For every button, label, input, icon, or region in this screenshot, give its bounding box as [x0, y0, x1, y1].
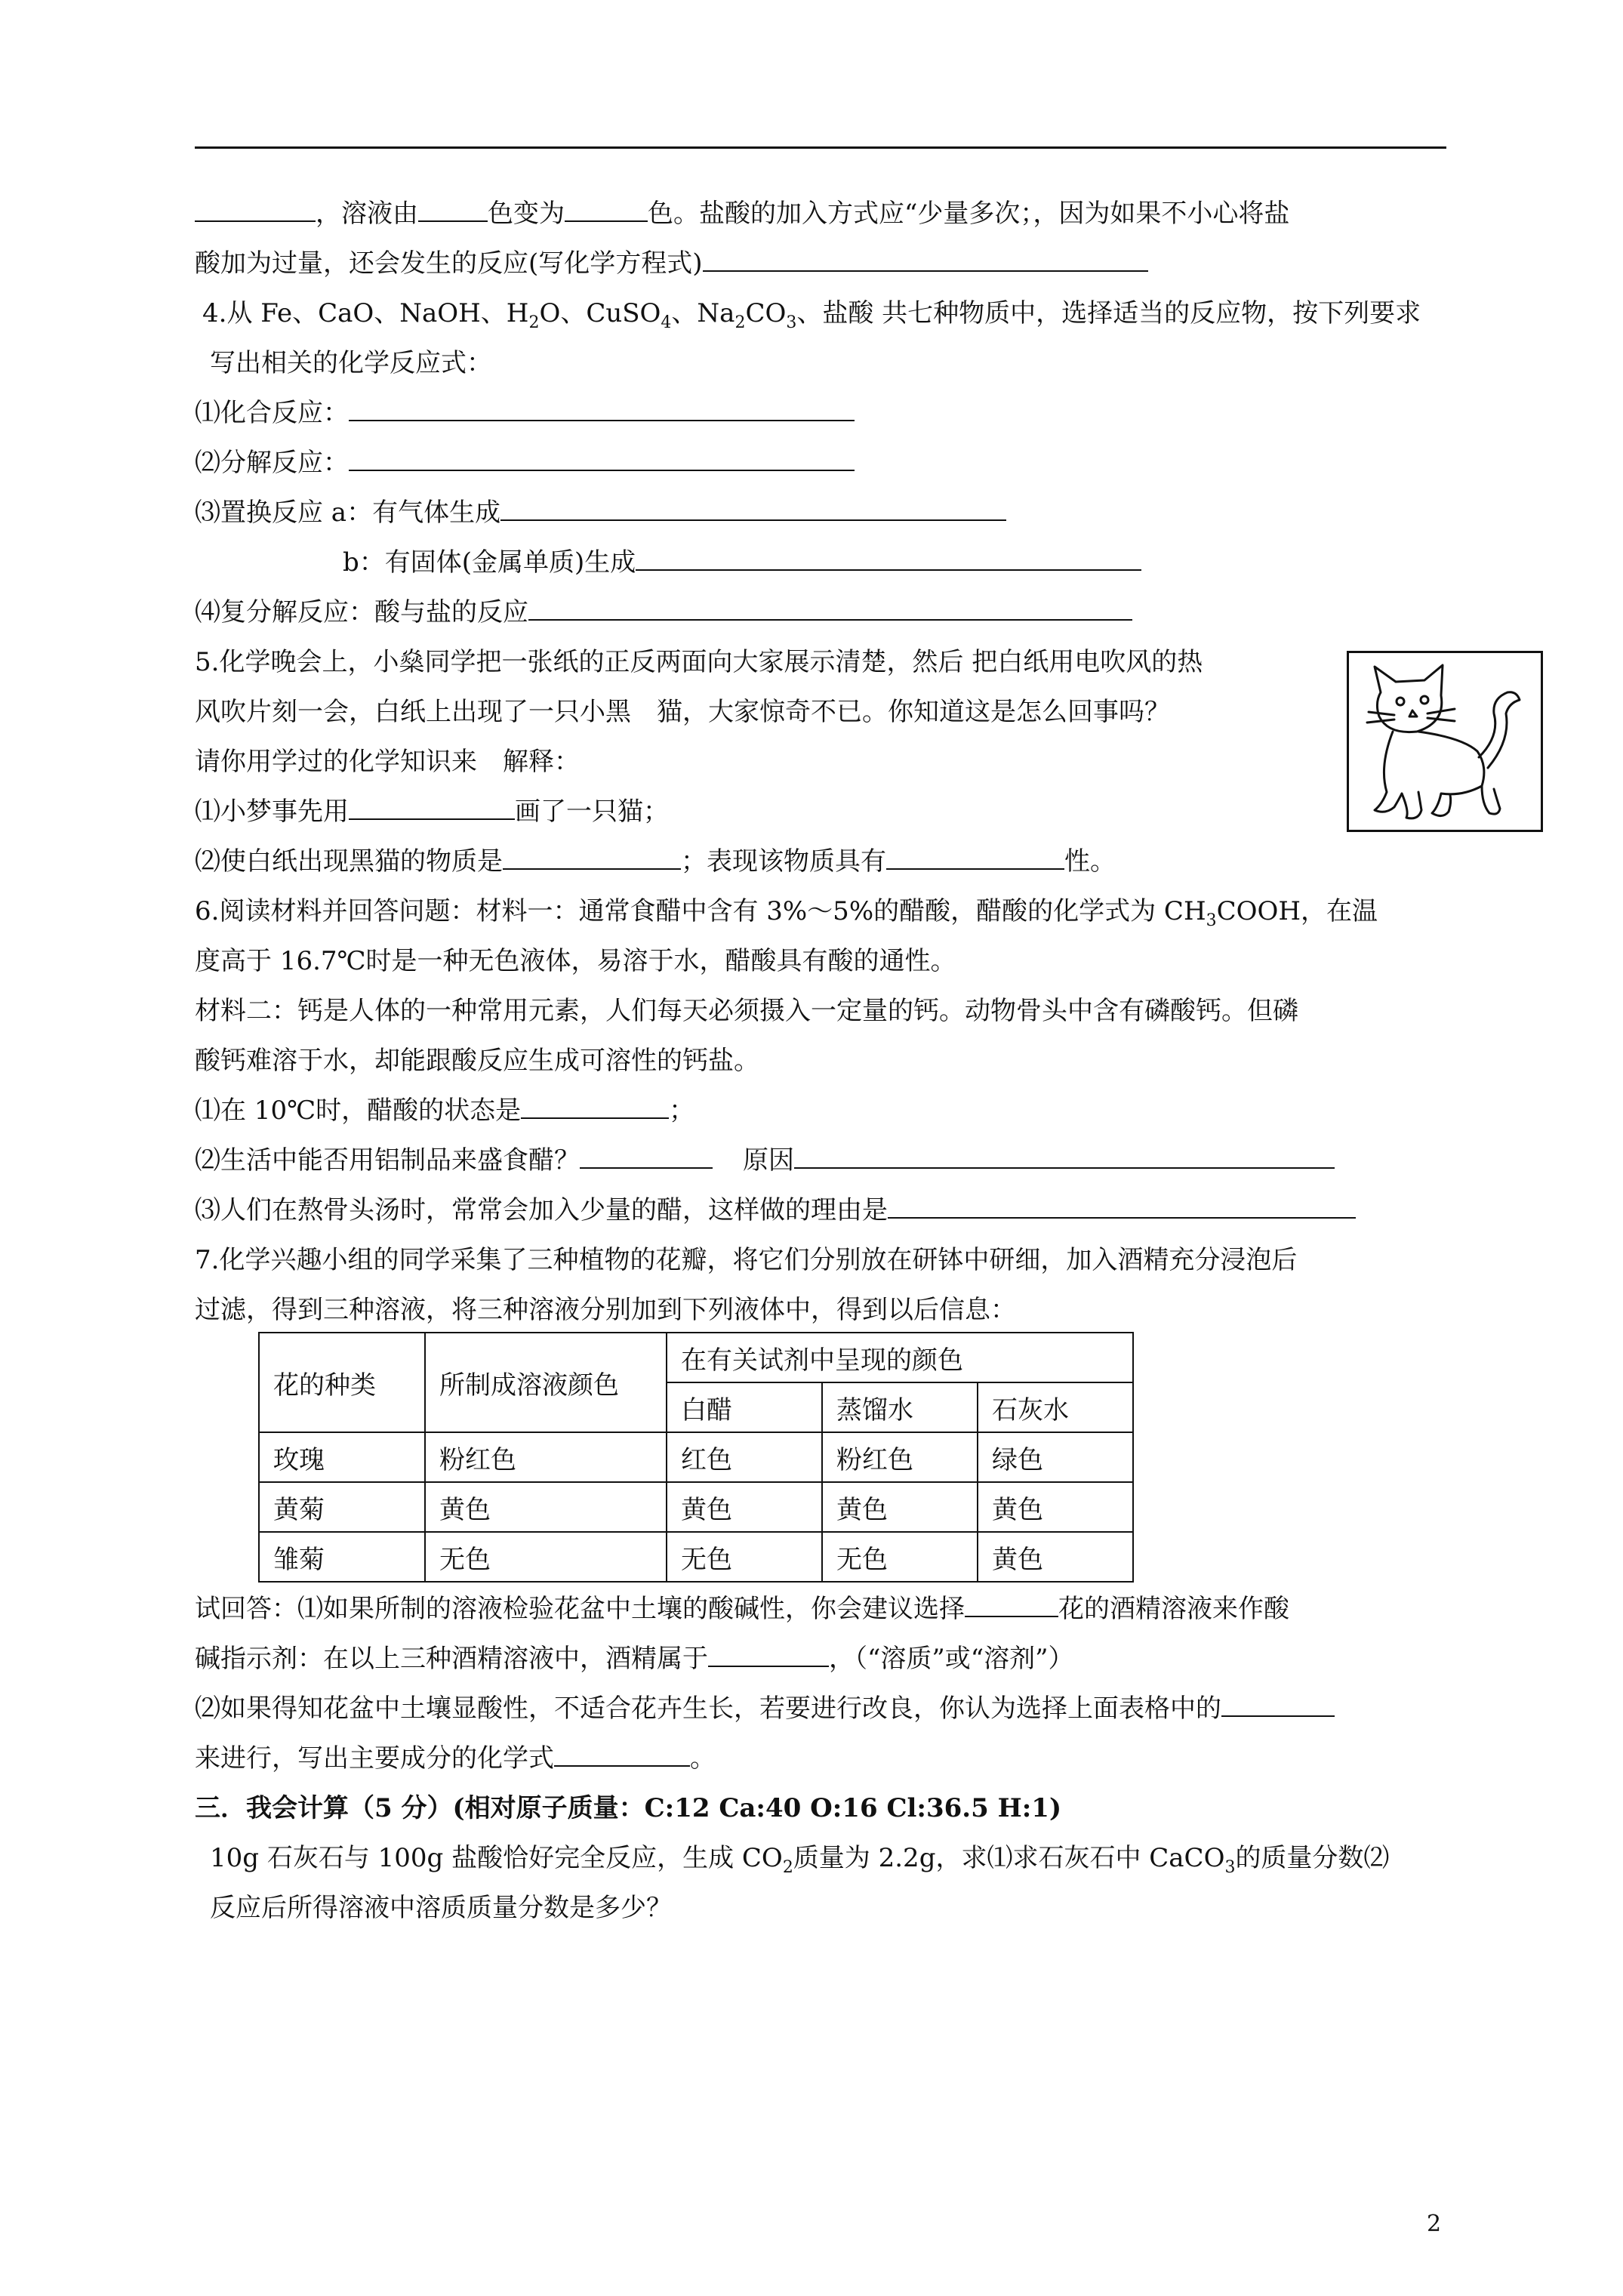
text: 色变为 [488, 199, 565, 229]
table-header-cell: 在有关试剂中呈现的颜色 [667, 1333, 1133, 1382]
q6-2 [195, 1136, 1448, 1185]
text: 请你用学过的化学知识来 解释： [195, 747, 580, 777]
q5-2 [195, 837, 1448, 886]
table-row [259, 1532, 1133, 1582]
answer-blank[interactable] [636, 541, 1141, 571]
table-cell: 绿色 [978, 1432, 1133, 1482]
table-header-row [259, 1333, 1133, 1382]
text: 10g 石灰石与 100g 盐酸恰好完全反应，生成 CO [210, 1843, 783, 1873]
q4-stem [195, 288, 1448, 338]
table-cell: 红色 [667, 1432, 822, 1482]
q4-stem-2 [195, 338, 1448, 388]
text: ⑴在 10℃时，醋酸的状态是 [195, 1096, 522, 1126]
text: 来进行，写出主要成分的化学式 [195, 1743, 554, 1774]
text: ；表现该物质具有 [681, 846, 886, 877]
subscript: 2 [782, 1857, 793, 1877]
table-cell: 黄色 [822, 1482, 978, 1532]
answer-blank[interactable] [349, 391, 855, 421]
table-cell: 无色 [425, 1532, 667, 1582]
q4-3a [195, 488, 1448, 538]
q5-stem-1 [195, 637, 1448, 687]
text: ，溶液由 [316, 199, 418, 229]
page-number: 2 [1427, 2211, 1442, 2237]
answer-blank[interactable] [418, 192, 488, 222]
text: ⑴小梦事先用 [195, 797, 349, 827]
text: 三．我会计算（5 分）(相对原子质量：C:12 Ca:40 O:16 Cl:36.5 H:1) [195, 1793, 1062, 1823]
answer-blank[interactable] [794, 1139, 1335, 1169]
subscript: 2 [528, 313, 540, 332]
answer-blank[interactable] [521, 1089, 669, 1119]
worksheet-body [195, 189, 1448, 1933]
answer-blank[interactable] [703, 242, 1148, 272]
text: 7.化学兴趣小组的同学采集了三种植物的花瓣，将它们分别放在研钵中研细，加入酒精充分浸泡后 [195, 1245, 1298, 1275]
table-row [259, 1432, 1133, 1482]
table-cell: 黄色 [978, 1532, 1133, 1582]
q6-3 [195, 1185, 1448, 1235]
calc-stem-1 [195, 1833, 1448, 1883]
table-cell: 粉红色 [822, 1432, 978, 1482]
answer-blank[interactable] [503, 840, 681, 870]
subscript: 3 [1206, 911, 1217, 930]
answer-blank[interactable] [965, 1587, 1058, 1617]
table-cell: 无色 [822, 1532, 978, 1582]
text: b：有固体(金属单质)生成 [343, 547, 636, 578]
line-q3-cont-1 [195, 189, 1448, 239]
q7-stem-2 [195, 1285, 1448, 1335]
answer-blank[interactable] [886, 840, 1064, 870]
answer-blank[interactable] [195, 192, 316, 222]
text: 花的酒精溶液来作酸 [1058, 1594, 1289, 1624]
table-cell: 雏菊 [259, 1532, 425, 1582]
table-header-cell: 白醋 [667, 1382, 822, 1432]
q7-answer-3 [195, 1684, 1448, 1734]
table-header-cell: 蒸馏水 [822, 1382, 978, 1432]
text: 原因 [743, 1145, 794, 1176]
text: 、盐酸 共七种物质中，选择适当的反应物，按下列要求 [796, 298, 1421, 328]
answer-blank[interactable] [1221, 1687, 1335, 1717]
table-cell: 黄菊 [259, 1482, 425, 1532]
subscript: 3 [1224, 1857, 1236, 1877]
text: 风吹片刻一会，白纸上出现了一只小黑 猫，大家惊奇不已。你知道这是怎么回事吗？ [195, 697, 1170, 727]
text: ⑶置换反应 a：有气体生成 [195, 498, 501, 528]
text: 写出相关的化学反应式： [210, 348, 492, 378]
q7-answer-1 [195, 1584, 1448, 1634]
text: ⑵使白纸出现黑猫的物质是 [195, 846, 503, 877]
answer-blank[interactable] [565, 192, 648, 222]
text: 过滤，得到三种溶液，将三种溶液分别加到下列液体中，得到以后信息： [195, 1295, 1016, 1325]
table-cell: 无色 [667, 1532, 822, 1582]
q7-answer-2 [195, 1634, 1448, 1684]
flower-color-table [258, 1332, 1134, 1583]
table-cell: 黄色 [667, 1482, 822, 1532]
q6-1 [195, 1086, 1448, 1136]
text: 的质量分数⑵ [1235, 1843, 1390, 1873]
table-cell: 玫瑰 [259, 1432, 425, 1482]
line-q3-cont-2 [195, 239, 1448, 288]
text: 反应后所得溶液中溶质质量分数是多少？ [210, 1893, 672, 1923]
text: 。 [690, 1743, 716, 1774]
text: 材料二：钙是人体的一种常用元素，人们每天必须摄入一定量的钙。动物骨头中含有磷酸钙。但磷 [195, 996, 1298, 1026]
table-cell: 黄色 [978, 1482, 1133, 1532]
table-cell: 黄色 [425, 1482, 667, 1532]
table-cell: 粉红色 [425, 1432, 667, 1482]
text: ⑵生活中能否用铝制品来盛食醋？ [195, 1145, 580, 1176]
text: 酸钙难溶于水，却能跟酸反应生成可溶性的钙盐。 [195, 1046, 759, 1076]
subscript: 2 [735, 313, 746, 332]
text: 度高于 16.7℃时是一种无色液体，易溶于水，醋酸具有酸的通性。 [195, 946, 956, 976]
answer-blank[interactable] [708, 1637, 829, 1667]
text: ⑵分解反应： [195, 448, 349, 478]
answer-blank[interactable] [349, 790, 515, 820]
text: 5.化学晚会上，小燊同学把一张纸的正反两面向大家展示清楚，然后 把白纸用电吹风的热 [195, 647, 1203, 677]
text: ⑷复分解反应：酸与盐的反应 [195, 597, 528, 627]
text: ； [669, 1096, 695, 1126]
text: 试回答：⑴如果所制的溶液检验花盆中土壤的酸碱性，你会建议选择 [195, 1594, 965, 1624]
text: 、Na [671, 298, 735, 328]
q4-1 [195, 388, 1448, 438]
section-3-heading [195, 1783, 1448, 1833]
header-rule [195, 146, 1446, 149]
q5-1 [195, 787, 1448, 837]
text: 画了一只猫； [515, 797, 669, 827]
text: 碱指示剂：在以上三种酒精溶液中，酒精属于 [195, 1644, 708, 1674]
q6-stem-3 [195, 986, 1448, 1036]
text: 4.从 Fe、CaO、NaOH、H [202, 298, 529, 328]
text: 6.阅读材料并回答问题：材料一：通常食醋中含有 3%～5%的醋酸，醋酸的化学式为 CH [195, 896, 1206, 926]
text: ⑵如果得知花盆中土壤显酸性，不适合花卉生长，若要进行改良，你认为选择上面表格中的 [195, 1693, 1221, 1724]
q5-stem-2 [195, 687, 1448, 737]
text: O、CuSO [539, 298, 661, 328]
calc-stem-2 [195, 1883, 1448, 1933]
text: 质量为 2.2g，求⑴求石灰石中 CaCO [793, 1843, 1225, 1873]
subscript: 4 [661, 313, 672, 332]
q6-stem-2 [195, 936, 1448, 986]
answer-blank[interactable] [554, 1737, 690, 1767]
text: ⑶人们在熬骨头汤时，常常会加入少量的醋，这样做的理由是 [195, 1195, 888, 1225]
text: CO [745, 298, 787, 328]
text: 色。盐酸的加入方式应“少量多次；，因为如果不小心将盐 [648, 199, 1290, 229]
text: ，（“溶质”或“溶剂”） [829, 1644, 1074, 1674]
cat-drawing [1349, 653, 1541, 830]
q4-4 [195, 587, 1448, 637]
table-header-cell: 石灰水 [978, 1382, 1133, 1432]
table-row [259, 1482, 1133, 1532]
q5-stem-3 [195, 737, 1448, 787]
answer-blank[interactable] [500, 491, 1006, 521]
text: 性。 [1064, 846, 1116, 877]
q4-2 [195, 438, 1448, 488]
q6-stem-4 [195, 1036, 1448, 1086]
answer-blank[interactable] [349, 441, 855, 471]
text: 酸加为过量，还会发生的反应(写化学方程式) [195, 248, 703, 279]
q7-answer-4 [195, 1734, 1448, 1783]
q7-stem-1 [195, 1235, 1448, 1285]
subscript: 3 [786, 313, 797, 332]
text: ⑴化合反应： [195, 398, 349, 428]
answer-blank[interactable] [580, 1139, 713, 1169]
q4-3b [195, 538, 1448, 587]
q6-stem-1 [195, 886, 1448, 936]
text: COOH，在温 [1216, 896, 1378, 926]
answer-blank[interactable] [888, 1188, 1356, 1219]
table-header-cell: 花的种类 [259, 1333, 425, 1432]
table-header-cell: 所制成溶液颜色 [425, 1333, 667, 1432]
cat-illustration [1347, 651, 1543, 832]
answer-blank[interactable] [528, 590, 1132, 621]
